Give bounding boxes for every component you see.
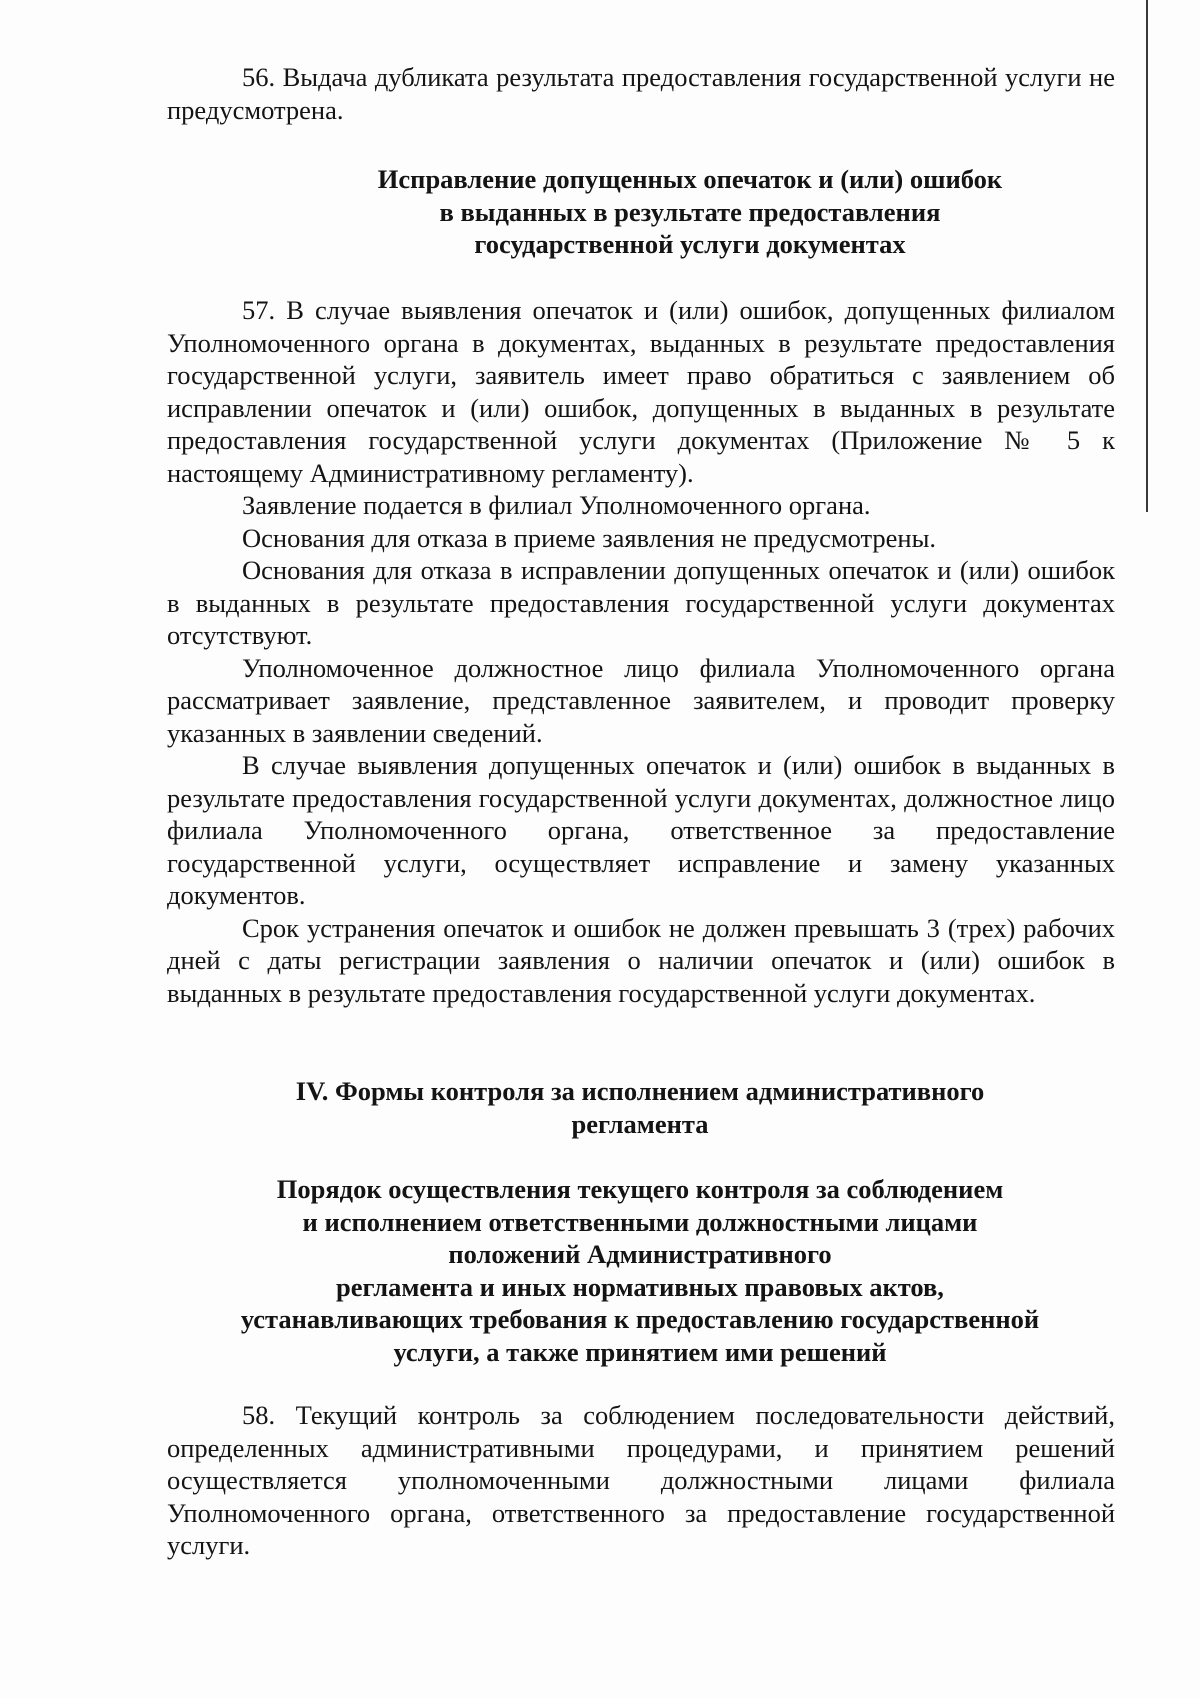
item-57-block [167, 294, 1115, 1009]
heading-section-4 [200, 1075, 1080, 1140]
heading-line: IV. Формы контроля за исполнением административного [295, 1076, 985, 1106]
heading-line: устанавливающих требования к предоставлению государственной [240, 1304, 1040, 1334]
heading-line: положений Административного [448, 1239, 832, 1269]
paragraph-56: 56. Выдача дубликата результата предоставления государственной услуги не предусмотрена. [167, 62, 1115, 125]
scan-edge-line [1146, 0, 1148, 512]
item-58-block [167, 1399, 1115, 1562]
paragraph-58: 58. Текущий контроль за соблюдением последовательности действий, определенных административными процедурами, и принятием решений осуществляется уполномоченными должностными лицами филиала Уполномоченного органа, ответственного за предоставление государственной услуги. [167, 1400, 1115, 1560]
heading-current-control [180, 1173, 1100, 1368]
heading-line: регламента [571, 1108, 709, 1139]
paragraph-57-review: Уполномоченное должностное лицо филиала Уполномоченного органа рассматривает заявление, представленное заявителем, и проводит проверку указанных в заявлении сведений. [167, 652, 1115, 748]
paragraph-57-no-refusal: Основания для отказа в приеме заявления не предусмотрены. [242, 522, 937, 553]
heading-line: в выданных в результате предоставления [439, 196, 941, 227]
heading-corrections [300, 163, 1080, 261]
heading-line: Порядок осуществления текущего контроля за соблюдением [276, 1174, 1004, 1204]
heading-line: Исправление допущенных опечаток и (или) ошибок [377, 164, 1003, 194]
paragraph-57-application: Заявление подается в филиал Уполномоченного органа. [242, 490, 871, 520]
heading-line: регламента и иных нормативных правовых актов, [336, 1271, 944, 1302]
heading-line: и исполнением ответственными должностными лицами [302, 1206, 978, 1237]
item-56-block [167, 61, 1115, 126]
paragraph-57: 57. В случае выявления опечаток и (или) ошибок, допущенных филиалом Уполномоченного органа в документах, выданных в результате предоставления государственной услуги, заявитель имеет право обратиться с заявлением об исправлении опечаток и (или) ошибок, допущенных в выданных в результате предоставления государственной услуги документах (Приложение № 5 к настоящему Административному регламенту). [167, 295, 1115, 488]
paragraph-57-correction: В случае выявления допущенных опечаток и (или) ошибок в выданных в результате предоставления государственной услуги документах, должностное лицо филиала Уполномоченного органа, ответственное за предоставление государственной услуги, осуществляет исправление и замену указанных документов. [167, 750, 1115, 910]
heading-line: услуги, а также принятием ими решений [393, 1336, 887, 1367]
paragraph-57-grounds: Основания для отказа в исправлении допущенных опечаток и (или) ошибок в выданных в результате предоставления государственной услуги документах отсутствуют. [167, 555, 1115, 650]
paragraph-57-deadline: Срок устранения опечаток и ошибок не должен превышать 3 (трех) рабочих дней с даты регистрации заявления о наличии опечаток и (или) ошибок в выданных в результате предоставления государственной услуги документах. [167, 912, 1115, 1008]
heading-line: государственной услуги документах [474, 229, 906, 259]
